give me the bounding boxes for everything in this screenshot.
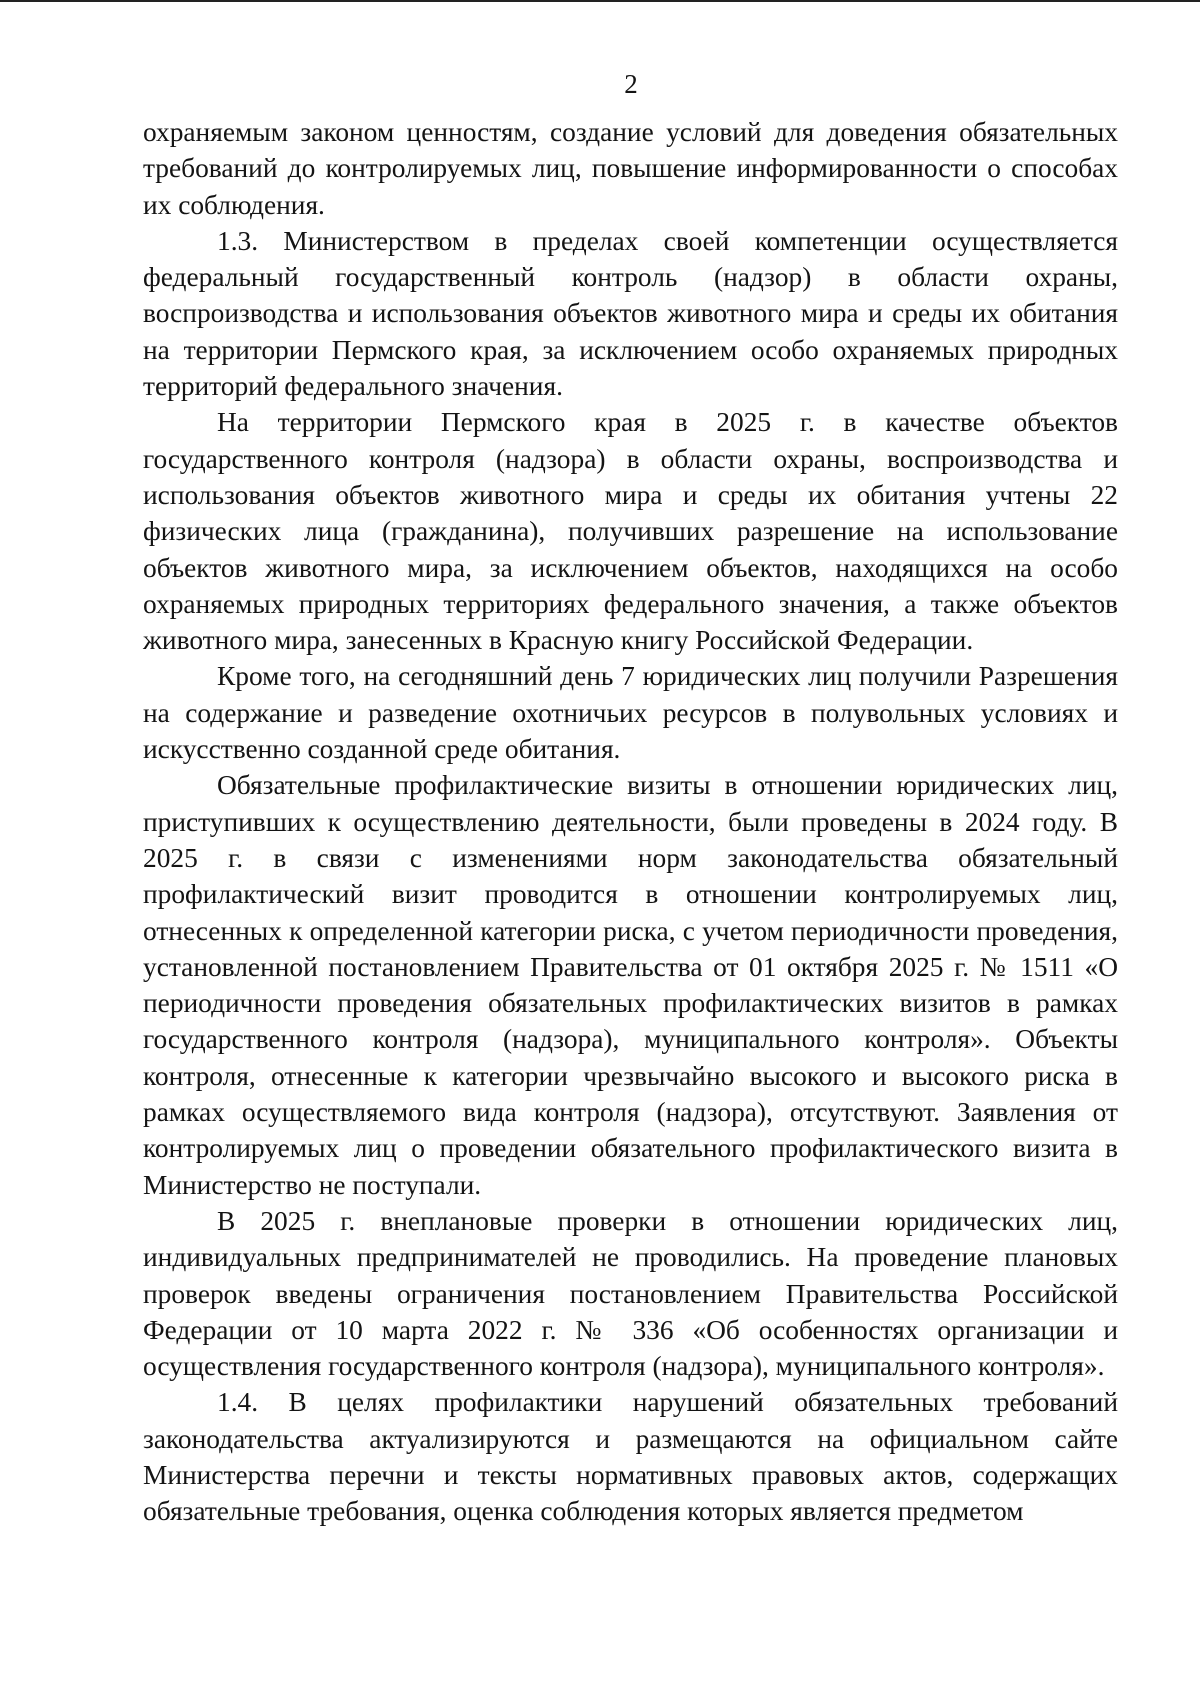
paragraph-preventive-visits: Обязательные профилактические визиты в отношении юридических лиц, приступивших к осуществлению деятельности, были проведены в 2024 году. В 2025 г. в связи с изменениями норм законодательства обязательный профилактический визит проводится в отношении контролируемых лиц, отнесенных к определенной категории риска, с учетом периодичности проведения, установленной постановлением Правительства от 01 октября 2025 г. № 1511 «О периодичности проведения обязательных профилактических визитов в рамках государственного контроля (надзора), муниципального контроля». Объекты контроля, отнесенные к категории чрезвычайно высокого и высокого риска в рамках осуществляемого вида контроля (надзора), отсутствуют. Заявления от контролируемых лиц о проведении обязательного профилактического визита в Министерство не поступали. — [143, 770, 1118, 1200]
paragraph-objects-of-control: На территории Пермского края в 2025 г. в качестве объектов государственного контроля (надзора) в области охраны, воспроизводства и использования объектов животного мира и среды их обитания учтены 22 физических лица (гражданина), получивших разрешение на использование объектов животного мира, за исключением объектов, находящихся на особо охраняемых природных территориях федерального значения, а также объектов животного мира, занесенных в Красную книгу Российской Федерации. — [143, 407, 1118, 656]
paragraph-legal-entities: Кроме того, на сегодняшний день 7 юридических лиц получили Разрешения на содержание и разведение охотничьих ресурсов в полувольных условиях и искусственно созданной среде обитания. — [143, 661, 1118, 765]
page-top-border — [0, 0, 1200, 2]
paragraph-1-4: 1.4. В целях профилактики нарушений обязательных требований законодательства актуализируются и размещаются на официальном сайте Министерства перечни и тексты нормативных правовых актов, содержащих обязательные требования, оценка соблюдения которых является предметом — [143, 1387, 1118, 1527]
document-body — [143, 114, 1118, 1530]
paragraph-continuation: охраняемым законом ценностям, создание условий для доведения обязательных требований до контролируемых лиц, повышение информированности о способах их соблюдения. — [143, 117, 1118, 220]
paragraph-1-3: 1.3. Министерством в пределах своей компетенции осуществляется федеральный государственный контроль (надзор) в области охраны, воспроизводства и использования объектов животного мира и среды их обитания на территории Пермского края, за исключением особо охраняемых природных территорий федерального значения. — [143, 225, 1118, 402]
paragraph-inspections: В 2025 г. внеплановые проверки в отношении юридических лиц, индивидуальных предпринимателей не проводились. На проведение плановых проверок введены ограничения постановлением Правительства Российской Федерации от 10 марта 2022 г. № 336 «Об особенностях организации и осуществления государственного контроля (надзора), муниципального контроля». — [143, 1205, 1118, 1382]
page-number: 2 — [624, 69, 638, 99]
